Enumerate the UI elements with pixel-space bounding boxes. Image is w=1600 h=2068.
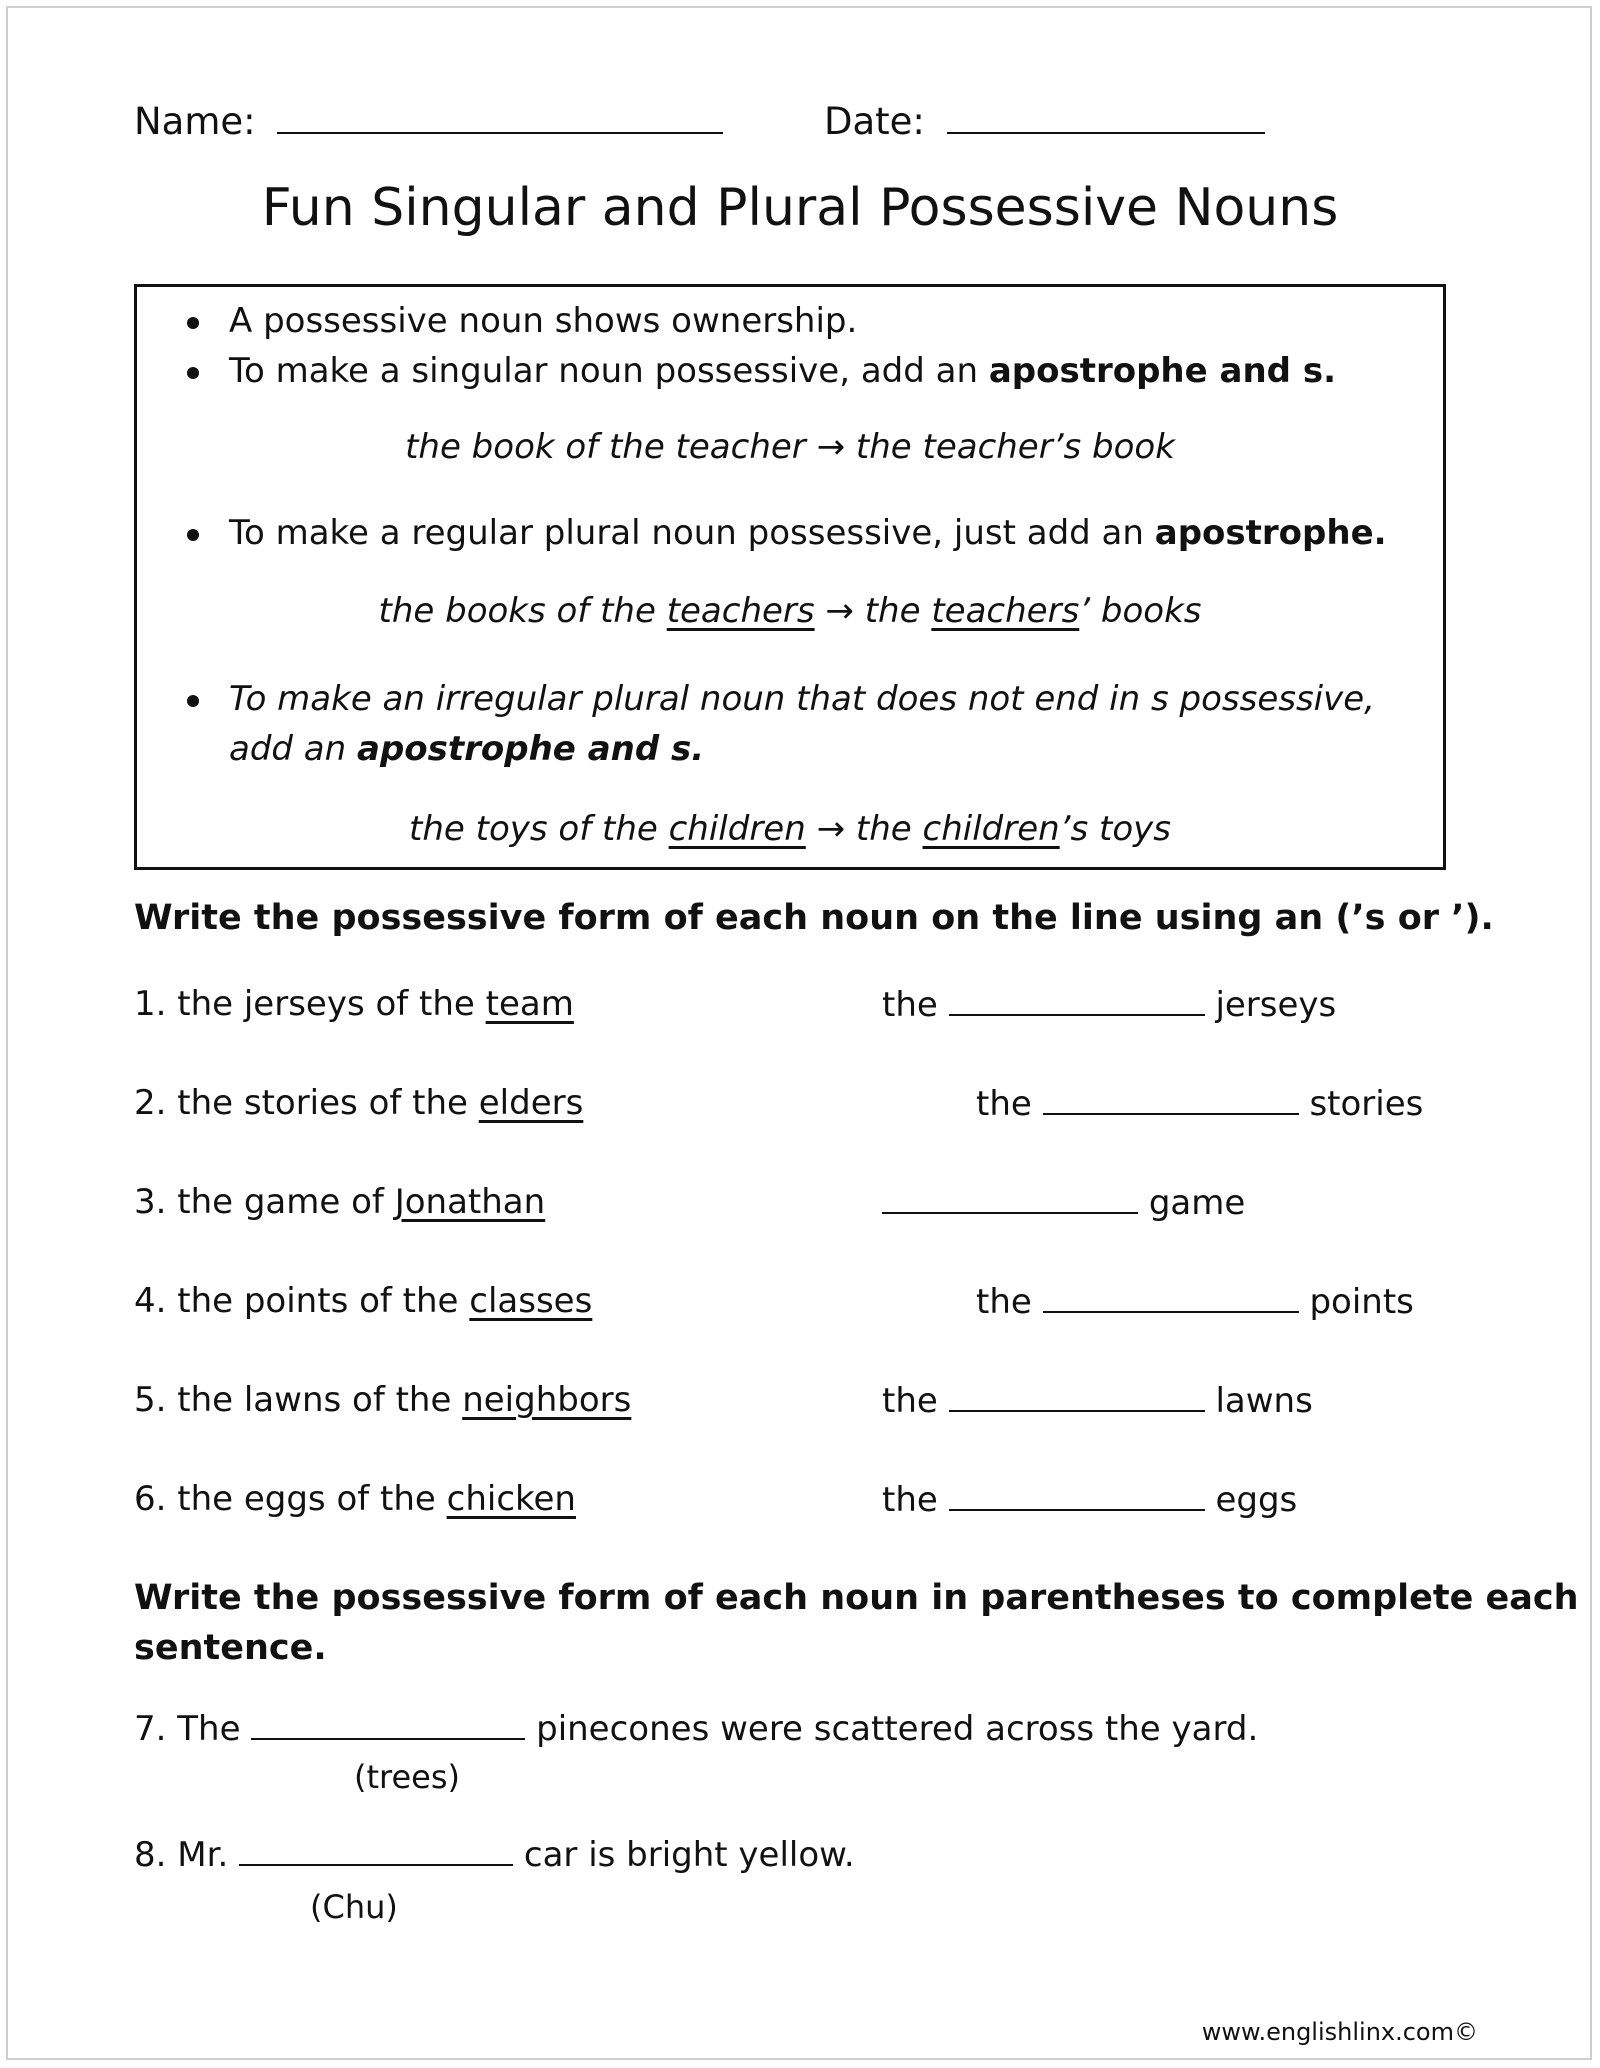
rule-example-2: the books of the teachers → the teachers’ books <box>378 591 1202 631</box>
rule-bullet-1: A possessive noun shows ownership. <box>187 301 857 341</box>
exercise-item-4-question: 4. the points of the classes <box>134 1281 593 1321</box>
section2-instruction-line1: Write the possessive form of each noun in parentheses to complete each <box>134 1578 1579 1618</box>
exercise-item-6-answer: the eggs <box>882 1480 1298 1520</box>
worksheet-title: Fun Singular and Plural Possessive Nouns <box>261 178 1339 238</box>
rule-example-1: the book of the teacher → the teacher’s book <box>405 427 1175 467</box>
date-label: Date: <box>824 100 925 143</box>
exercise-item-1-question: 1. the jerseys of the team <box>134 984 574 1024</box>
answer-blank[interactable] <box>949 1479 1205 1511</box>
sentence-item-8: 8. Mr. car is bright yellow. <box>134 1835 855 1875</box>
section2-instruction-line2: sentence. <box>134 1628 327 1668</box>
rules-box <box>134 284 1446 870</box>
answer-blank[interactable] <box>949 1380 1205 1412</box>
bullet-icon <box>187 317 199 329</box>
exercise-item-4-answer: the points <box>976 1282 1414 1322</box>
answer-blank[interactable] <box>949 984 1205 1016</box>
footer-url: www.englishlinx.com© <box>1201 2018 1478 2046</box>
exercise-item-5-answer: the lawns <box>882 1381 1313 1421</box>
exercise-item-6-question: 6. the eggs of the chicken <box>134 1479 576 1519</box>
bullet-icon <box>187 529 199 541</box>
name-field <box>134 100 723 143</box>
rule-bullet-3: To make a regular plural noun possessive, just add an apostrophe. <box>187 513 1387 553</box>
rule-bullet-2: To make a singular noun possessive, add an apostrophe and s. <box>187 351 1336 391</box>
rule-bullet-4-cont: add an apostrophe and s. <box>229 729 705 769</box>
name-blank[interactable] <box>277 102 723 134</box>
sentence-hint-8: (Chu) <box>310 1888 398 1926</box>
answer-blank[interactable] <box>1043 1083 1299 1115</box>
exercise-item-5-question: 5. the lawns of the neighbors <box>134 1380 632 1420</box>
exercise-item-2-answer: the stories <box>976 1084 1424 1124</box>
date-field <box>824 100 1265 143</box>
exercise-item-1-answer: the jerseys <box>882 985 1337 1025</box>
date-blank[interactable] <box>947 102 1265 134</box>
exercise-item-3-question: 3. the game of Jonathan <box>134 1182 546 1222</box>
sentence-hint-7: (trees) <box>354 1758 461 1796</box>
sentence-blank[interactable] <box>251 1708 525 1740</box>
answer-blank[interactable] <box>882 1182 1138 1214</box>
bullet-icon <box>187 695 199 707</box>
section1-instruction: Write the possessive form of each noun on the line using an (’s or ’). <box>134 898 1494 938</box>
bullet-icon <box>187 367 199 379</box>
exercise-item-3-answer: game <box>882 1182 1245 1223</box>
rule-bullet-4: To make an irregular plural noun that does not end in s possessive, <box>187 679 1375 719</box>
sentence-blank[interactable] <box>239 1834 513 1866</box>
name-label: Name: <box>134 100 256 143</box>
answer-blank[interactable] <box>1043 1281 1299 1313</box>
exercise-item-2-question: 2. the stories of the elders <box>134 1083 584 1123</box>
sentence-item-7: 7. The pinecones were scattered across the yard. <box>134 1709 1259 1749</box>
rule-example-3: the toys of the children → the children’s toys <box>409 809 1171 849</box>
